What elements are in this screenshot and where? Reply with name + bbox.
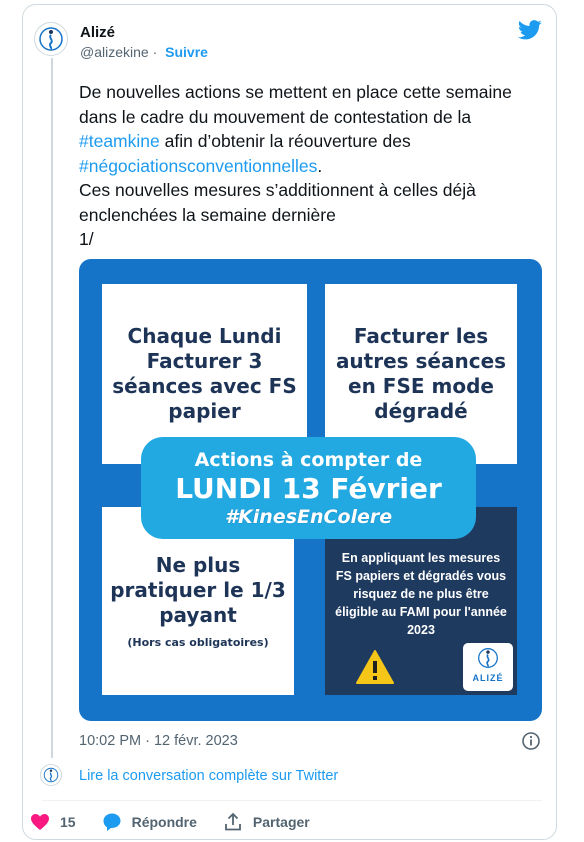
warning-icon [355,649,395,685]
info-icon[interactable] [521,731,541,751]
tweet-actions [30,812,336,832]
tweet-image[interactable] [79,259,542,721]
share-icon [223,812,243,832]
author-name[interactable]: Alizé [80,24,116,41]
tweet-text-part: . Ces nouvelles mesures s’additionnent à celles déjà enclenchées la semaine dernière 1/ [79,155,476,249]
follow-button[interactable]: Suivre [165,44,208,60]
hashtag-link[interactable]: #teamkine [79,131,160,151]
tweet-timestamp[interactable]: 10:02 PM · 12 févr. 2023 [79,733,238,749]
tweet-text-part: afin d’obtenir la réouverture des [159,131,411,151]
share-button[interactable] [223,812,310,832]
avatar[interactable] [34,22,68,56]
like-count: 15 [60,814,76,830]
banner-line-2: LUNDI 13 Février [175,471,442,505]
read-conversation-link[interactable]: Lire la conversation complète sur Twitter [79,768,339,784]
divider [42,800,542,801]
panel-chaque-lundi: Chaque Lundi Facturer 3 séances avec FS papier [102,284,307,464]
banner-hashtag: #KinesEnColere [224,505,393,528]
avatar-small[interactable] [40,764,62,786]
logo-text: ALIZÉ [472,673,504,683]
alize-logo-icon [38,26,64,52]
alize-logo-icon [477,647,499,669]
reply-button[interactable] [102,812,197,832]
panel-facturer-fse: Facturer les autres séances en FSE mode dégradé [325,284,517,464]
thread-line [51,58,53,758]
panel-warning-text: En appliquant les mesures FS papiers et dégradés vous risquez de ne plus être éligible au FAMI pour l'année 2023 [335,551,507,637]
heart-icon [30,813,50,831]
like-button[interactable] [30,813,76,831]
twitter-bird-icon[interactable] [518,20,542,40]
tweet-text-part: De nouvelles actions se mettent en place cette semaine dans le cadre du mouvement de contestation de la [79,82,512,127]
reply-icon [102,812,122,832]
panel-tiers-payant-text: Ne plus pratiquer le 1/3 payant [110,553,286,627]
date-banner [141,437,476,539]
alize-logo [463,643,513,691]
author-handle[interactable]: @alizekine [80,44,149,60]
panel-tiers-payant-note: (Hors cas obligatoires) [127,636,269,649]
hashtag-link[interactable]: #négociationsconventionnelles [79,155,318,176]
author-handle-row: @alizekine · Suivre [80,44,208,60]
alize-logo-icon [43,767,59,783]
reply-label: Répondre [131,814,197,830]
share-label: Partager [252,814,310,830]
banner-line-1: Actions à compter de [194,448,423,471]
tweet-text [79,80,529,252]
